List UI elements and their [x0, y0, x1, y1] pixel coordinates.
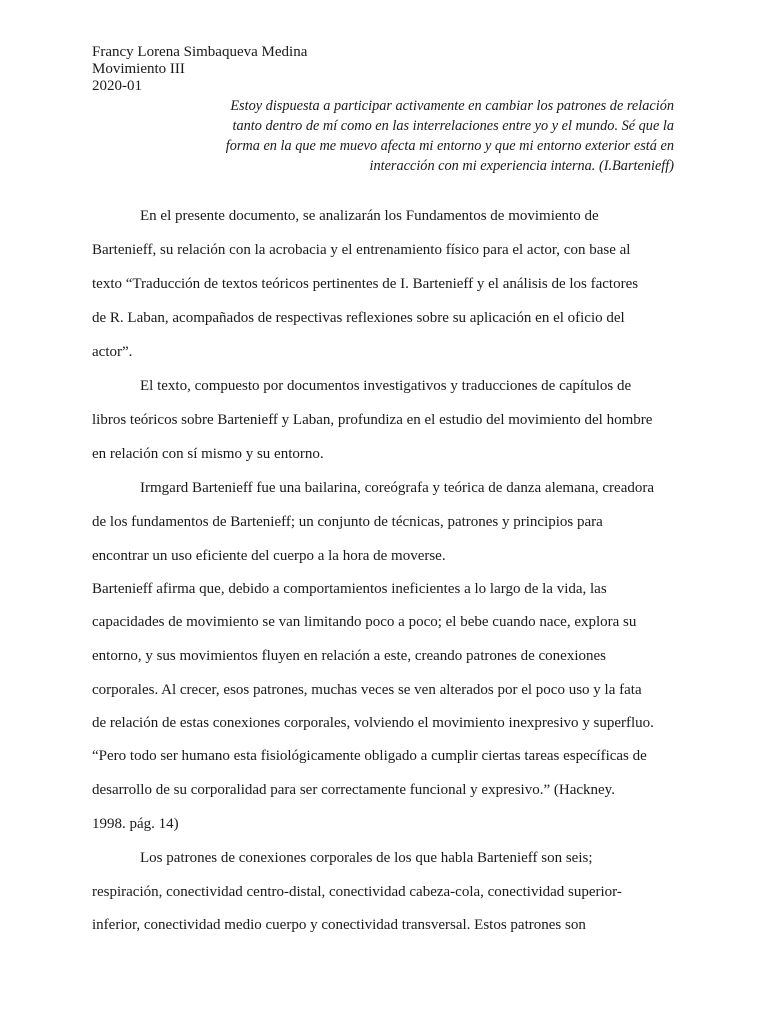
- text-line: El texto, compuesto por documentos investigativos y traducciones de capítulos de: [140, 378, 632, 394]
- text-line: entorno, y sus movimientos fluyen en relación a este, creando patrones de conexiones: [92, 648, 607, 664]
- epigraph-line: interacción con mi experiencia interna. (I.Bartenieff): [369, 158, 674, 174]
- text-line: en relación con sí mismo y su entorno.: [92, 446, 324, 462]
- course-name: Movimiento III: [92, 61, 185, 77]
- epigraph-quote: [180, 96, 674, 176]
- text-line: 1998. pág. 14): [92, 816, 179, 832]
- text-line: de R. Laban, acompañados de respectivas reflexiones sobre su aplicación en el oficio del: [92, 310, 625, 326]
- text-line: de relación de estas conexiones corporales, volviendo el movimiento inexpresivo y superfluo.: [92, 715, 654, 731]
- document-header: [92, 44, 307, 95]
- epigraph-line: tanto dentro de mí como en las interrelaciones entre yo y el mundo. Sé que la: [232, 118, 674, 134]
- epigraph-line: Estoy dispuesta a participar activamente en cambiar los patrones de relación: [230, 98, 674, 114]
- text-line: corporales. Al crecer, esos patrones, muchas veces se ven alterados por el poco uso y la fata: [92, 682, 642, 698]
- text-line: Bartenieff afirma que, debido a comportamientos ineficientes a lo largo de la vida, las: [92, 581, 607, 597]
- text-line: Irmgard Bartenieff fue una bailarina, coreógrafa y teórica de danza alemana, creadora: [140, 480, 655, 496]
- text-line: inferior, conectividad medio cuerpo y conectividad transversal. Estos patrones son: [92, 917, 586, 933]
- text-line: desarrollo de su corporalidad para ser correctamente funcional y expresivo.” (Hackney.: [92, 782, 615, 798]
- text-line: capacidades de movimiento se van limitando poco a poco; el bebe cuando nace, explora su: [92, 614, 637, 630]
- epigraph-line: forma en la que me muevo afecta mi entorno y que mi entorno exterior está en: [225, 138, 674, 154]
- text-line: “Pero todo ser humano esta fisiológicamente obligado a cumplir ciertas tareas específicas de: [92, 748, 647, 764]
- text-line: respiración, conectividad centro-distal, conectividad cabeza-cola, conectividad superior-: [92, 884, 622, 900]
- author-name: Francy Lorena Simbaqueva Medina: [92, 44, 308, 60]
- text-line: En el presente documento, se analizarán los Fundamentos de movimiento de: [140, 208, 599, 224]
- text-line: de los fundamentos de Bartenieff; un conjunto de técnicas, patrones y principios para: [92, 514, 603, 530]
- text-line: Los patrones de conexiones corporales de los que habla Bartenieff son seis;: [140, 850, 593, 866]
- text-line: libros teóricos sobre Bartenieff y Laban, profundiza en el estudio del movimiento del hombre: [92, 412, 653, 428]
- text-line: actor”.: [92, 344, 133, 360]
- text-line: encontrar un uso eficiente del cuerpo a la hora de moverse.: [92, 548, 446, 564]
- text-line: Bartenieff, su relación con la acrobacia y el entrenamiento físico para el actor, con base al: [92, 242, 631, 258]
- term: 2020-01: [92, 78, 142, 94]
- text-line: texto “Traducción de textos teóricos pertinentes de I. Bartenieff y el análisis de los factores: [92, 276, 639, 292]
